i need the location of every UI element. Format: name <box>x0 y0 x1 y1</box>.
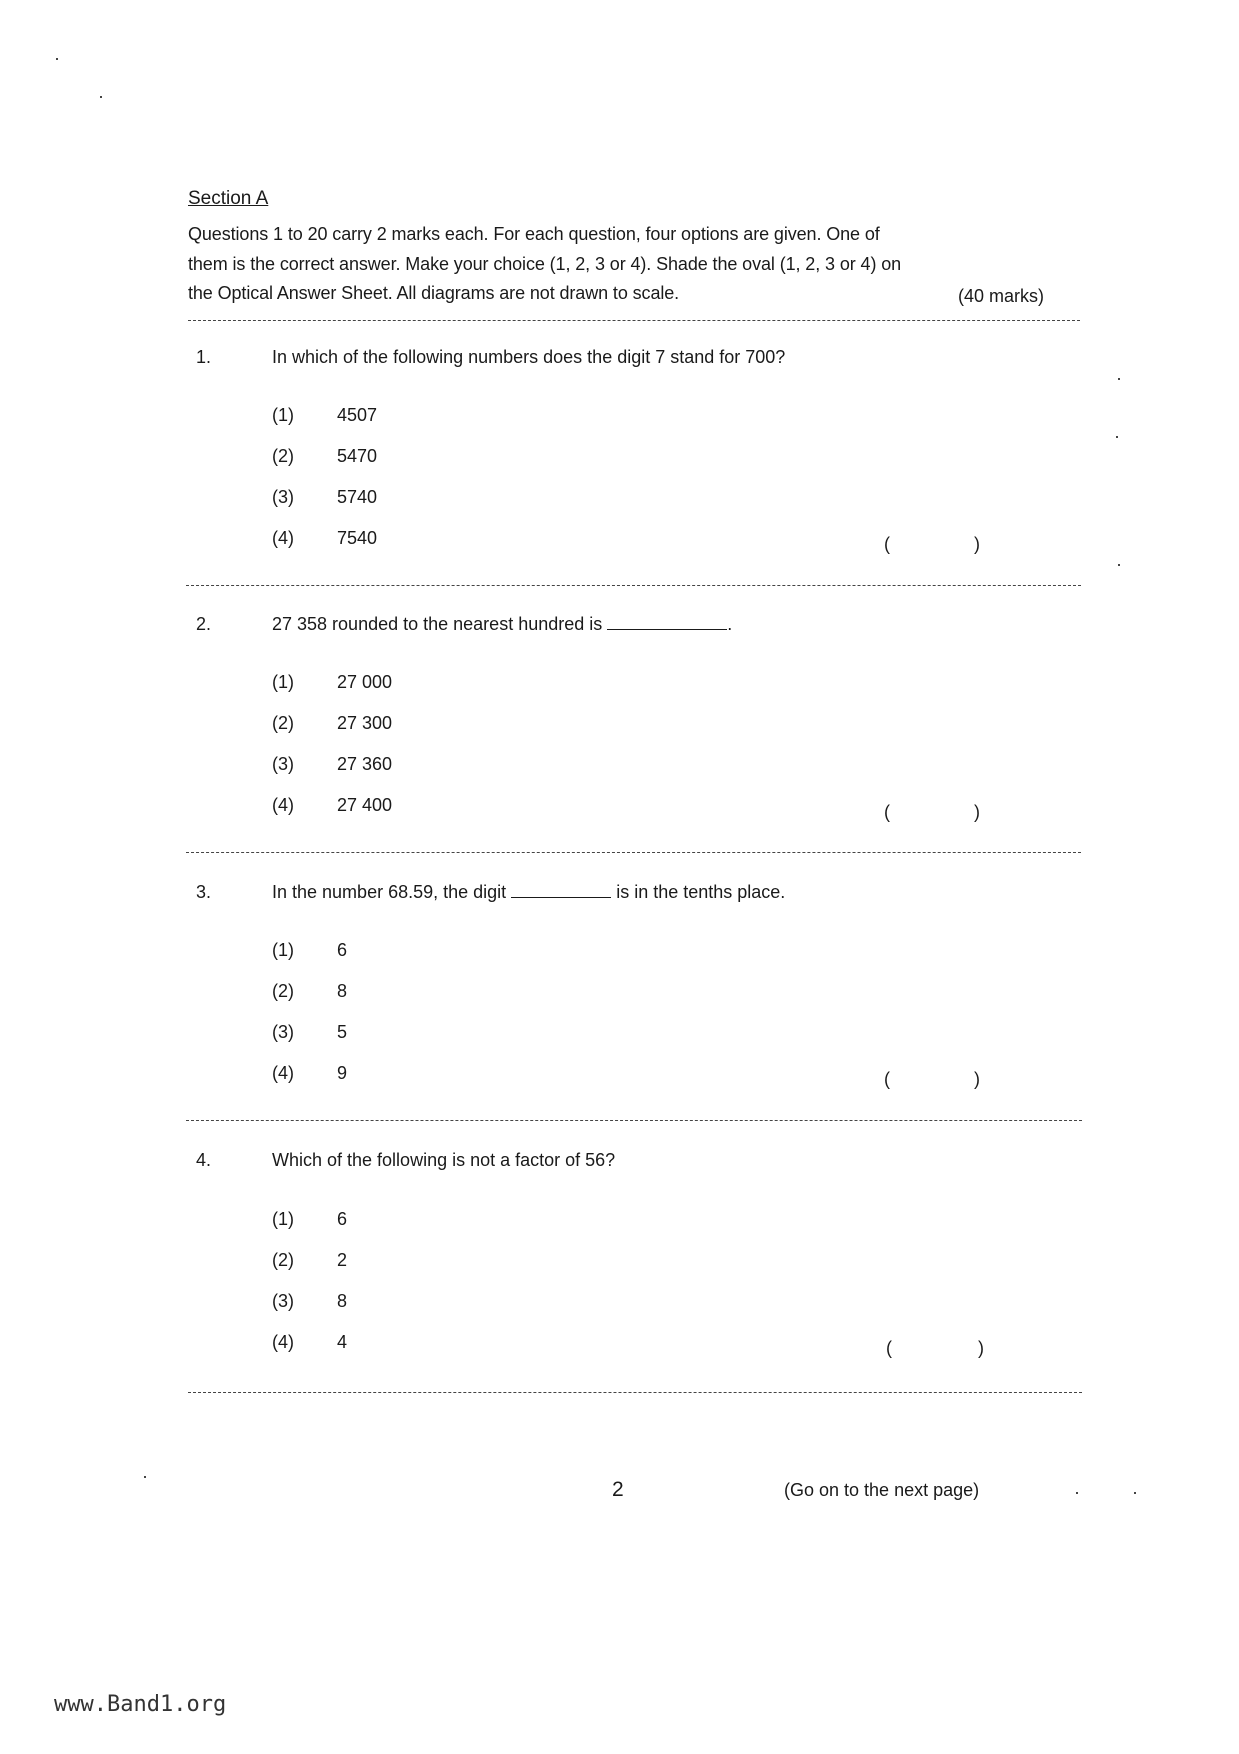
scan-speck <box>1118 564 1120 566</box>
q2-option-1-label: (1) <box>272 672 294 692</box>
q3-option-4-label: (4) <box>272 1063 294 1083</box>
question-2-text-before: 27 358 rounded to the nearest hundred is <box>272 614 603 634</box>
scan-speck <box>1118 378 1120 380</box>
question-1-number: 1. <box>196 347 212 367</box>
scan-speck <box>144 1476 146 1478</box>
q4-option-2-value: 2 <box>337 1250 348 1270</box>
divider <box>186 852 1081 853</box>
instructions-line-1: Questions 1 to 20 carry 2 marks each. For each question, four options are given. One of <box>188 224 880 244</box>
question-2-number: 2. <box>196 614 212 634</box>
question-4-text: Which of the following is not a factor of 56? <box>272 1150 616 1170</box>
instructions-line-2: them is the correct answer. Make your choice (1, 2, 3 or 4). Shade the oval (1, 2, 3 or 4) on <box>188 254 902 274</box>
instructions-line-3: the Optical Answer Sheet. All diagrams are not drawn to scale. <box>188 283 680 303</box>
question-1-text: In which of the following numbers does the digit 7 stand for 700? <box>272 347 786 367</box>
q3-option-2-label: (2) <box>272 981 294 1001</box>
question-3-number: 3. <box>196 882 212 902</box>
scan-speck <box>56 58 58 60</box>
q4-option-3-label: (3) <box>272 1291 294 1311</box>
q1-answer-open[interactable]: ( <box>884 534 890 554</box>
q4-option-4-label: (4) <box>272 1332 294 1352</box>
q4-option-3-value: 8 <box>337 1291 348 1311</box>
scan-speck <box>1134 1492 1136 1494</box>
q3-option-2-value: 8 <box>337 981 348 1001</box>
q1-option-2-label: (2) <box>272 446 294 466</box>
q2-option-2-label: (2) <box>272 713 294 733</box>
section-marks: (40 marks) <box>958 286 1045 306</box>
q2-option-4-value: 27 400 <box>337 795 393 815</box>
question-3-text <box>272 882 785 903</box>
q2-option-3-value: 27 360 <box>337 754 393 774</box>
q2-option-2-value: 27 300 <box>337 713 393 733</box>
question-2-text <box>272 614 732 635</box>
answer-blank <box>511 883 611 898</box>
section-title: Section A <box>188 188 269 209</box>
q2-answer-open[interactable]: ( <box>884 802 890 822</box>
q3-option-1-label: (1) <box>272 940 294 960</box>
q4-answer-open[interactable]: ( <box>886 1338 892 1358</box>
divider <box>186 1120 1082 1121</box>
q3-answer-open[interactable]: ( <box>884 1069 890 1089</box>
q2-option-3-label: (3) <box>272 754 294 774</box>
q1-option-1-label: (1) <box>272 405 294 425</box>
q1-option-1-value: 4507 <box>337 405 378 425</box>
q4-option-4-value: 4 <box>337 1332 348 1352</box>
q1-option-4-value: 7540 <box>337 528 378 548</box>
answer-blank <box>607 615 727 630</box>
question-2-text-after: . <box>727 614 733 634</box>
divider <box>188 1392 1082 1393</box>
scan-speck <box>100 96 102 98</box>
q2-option-4-label: (4) <box>272 795 294 815</box>
q1-option-3-label: (3) <box>272 487 294 507</box>
scan-speck <box>1116 436 1118 438</box>
question-3-text-after: is in the tenths place. <box>616 882 786 902</box>
q3-answer-close: ) <box>974 1069 980 1089</box>
q1-option-4-label: (4) <box>272 528 294 548</box>
watermark: www.Band1.org <box>54 1692 227 1717</box>
q2-answer-close: ) <box>974 802 980 822</box>
q1-answer-close: ) <box>974 534 980 554</box>
next-page-note: (Go on to the next page) <box>784 1480 980 1500</box>
question-3-text-before: In the number 68.59, the digit <box>272 882 507 902</box>
q4-option-1-label: (1) <box>272 1209 294 1229</box>
q3-option-1-value: 6 <box>337 940 348 960</box>
q3-option-4-value: 9 <box>337 1063 348 1083</box>
scan-speck <box>1076 1492 1078 1494</box>
q4-option-2-label: (2) <box>272 1250 294 1270</box>
q1-option-3-value: 5740 <box>337 487 378 507</box>
page-number: 2 <box>612 1478 624 1501</box>
q1-option-2-value: 5470 <box>337 446 378 466</box>
question-4-number: 4. <box>196 1150 212 1170</box>
q3-option-3-value: 5 <box>337 1022 348 1042</box>
q4-answer-close: ) <box>978 1338 984 1358</box>
q4-option-1-value: 6 <box>337 1209 348 1229</box>
q2-option-1-value: 27 000 <box>337 672 393 692</box>
q3-option-3-label: (3) <box>272 1022 294 1042</box>
divider <box>186 585 1081 586</box>
divider <box>188 320 1080 321</box>
